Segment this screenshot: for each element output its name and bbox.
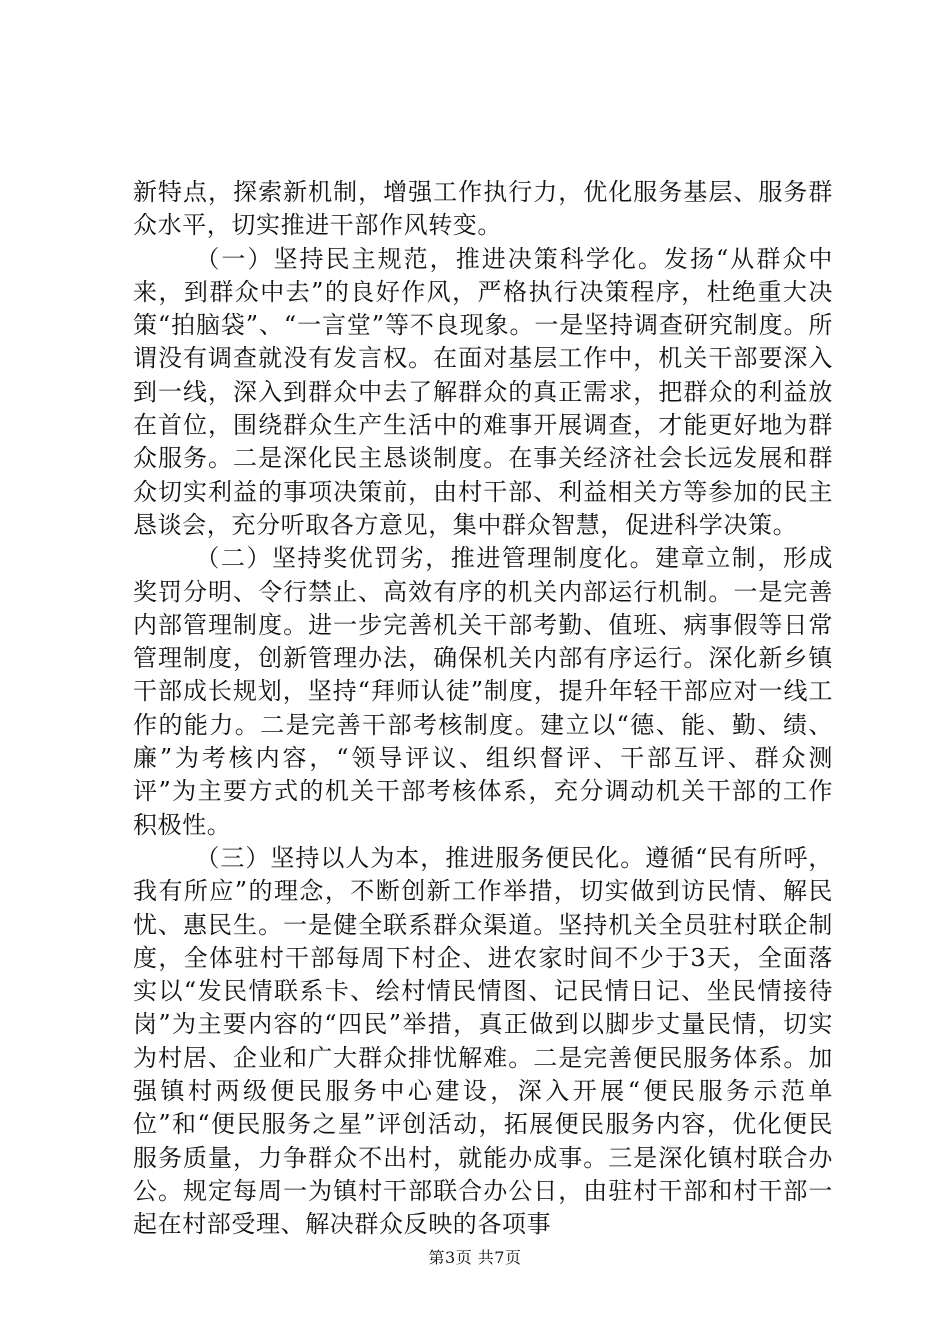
paragraph-section-1: （一）坚持民主规范，推进决策科学化。发扬“从群众中来，到群众中去”的良好作风，严格执行决策程序，杜绝重大决策“拍脑袋”、“一言堂”等不良现象。一是坚持调查研究制度。所谓没有调查就没有发言权。在面对基层工作中，机关干部要深入到一线，深入到群众中去了解群众的真正需求，把群众的利益放在首位，围绕群众生产生活中的难事开展调查，才能更好地为群众服务。二是深化民主恳谈制度。在事关经济社会长远发展和群众切实利益的事项决策前，由村干部、利益相关方等参加的民主恳谈会，充分听取各方意见，集中群众智慧，促进科学决策。 xyxy=(133,244,833,539)
paragraph-section-2: （二）坚持奖优罚劣，推进管理制度化。建章立制，形成奖罚分明、令行禁止、高效有序的机关内部运行机制。一是完善内部管理制度。进一步完善机关干部考勤、值班、病事假等日常管理制度，创新管理办法，确保机关内部有序运行。深化新乡镇干部成长规划，坚持“拜师认徒”制度，提升年轻干部应对一线工作的能力。二是完善干部考核制度。建立以“德、能、勤、绩、廉”为考核内容，“领导评议、组织督评、干部互评、群众测评”为主要方式的机关干部考核体系，充分调动机关干部的工作积极性。 xyxy=(133,544,833,839)
paragraph-continuation: 新特点，探索新机制，增强工作执行力，优化服务基层、服务群众水平，切实推进干部作风转变。 xyxy=(133,178,833,240)
page-footer xyxy=(0,1245,950,1268)
paragraph-section-3: （三）坚持以人为本，推进服务便民化。遵循“民有所呼，我有所应”的理念，不断创新工作举措，切实做到访民情、解民忧、惠民生。一是健全联系群众渠道。坚持机关全员驻村联企制度，全体驻村干部每周下村企、进农家时间不少于3天，全面落实以“发民情联系卡、绘村情民情图、记民情日记、坐民情接待岗”为主要内容的“四民”举措，真正做到以脚步丈量民情，切实为村居、企业和广大群众排忧解难。二是完善便民服务体系。加强镇村两级便民服务中心建设，深入开展“便民服务示范单位”和“便民服务之星”评创活动，拓展便民服务内容，优化便民服务质量，力争群众不出村，就能办成事。三是深化镇村联合办公。规定每周一为镇村干部联合办公日，由驻村干部和村干部一起在村部受理、解决群众反映的各项事 xyxy=(133,843,833,1239)
document-body xyxy=(133,176,833,1242)
page-number: 第3页 共7页 xyxy=(428,1248,522,1267)
